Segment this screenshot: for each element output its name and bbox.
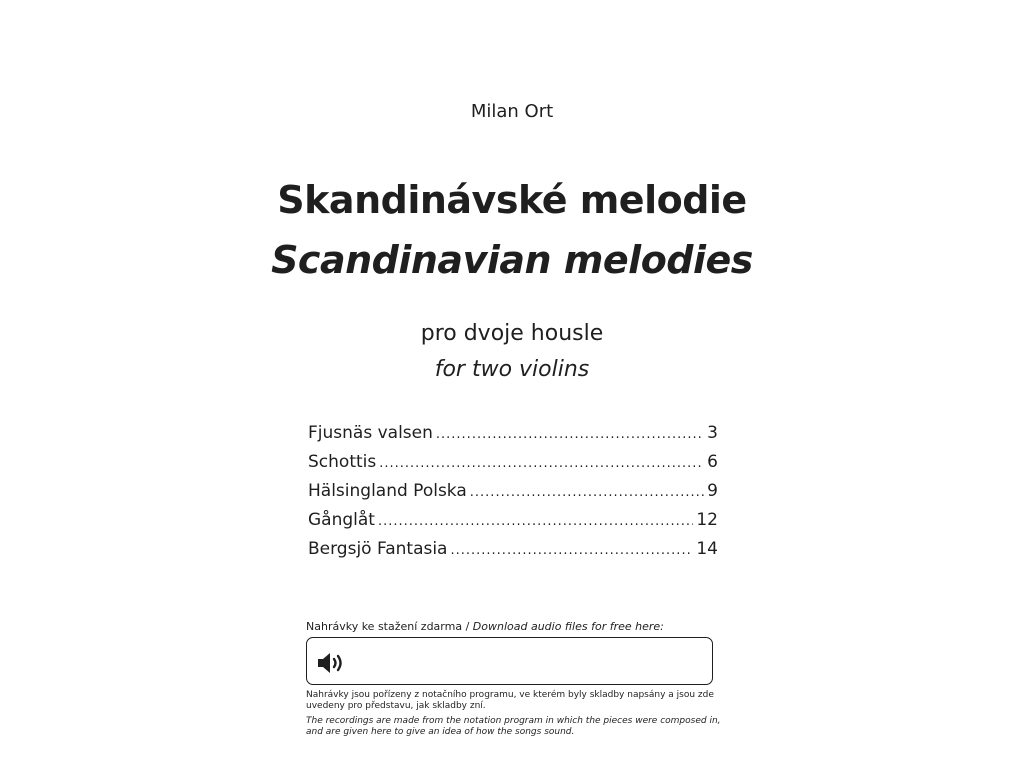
toc-entry[interactable] (308, 452, 718, 481)
audio-player[interactable] (306, 637, 713, 685)
toc-entry-page: 12 (696, 510, 718, 530)
toc-entry-page: 9 (707, 481, 718, 501)
subtitle-czech: pro dvoje housle (420, 321, 604, 346)
toc-leader-dots (378, 514, 693, 529)
recording-note-english: The recordings are made from the notation program in which the pieces were composed in, and are given here to give an idea of how the songs sound. (306, 716, 721, 737)
author-name: Milan Ort (470, 101, 554, 122)
table-of-contents (308, 423, 718, 568)
download-label (306, 620, 726, 633)
toc-entry-title: Schottis (308, 452, 377, 472)
toc-entry[interactable] (308, 539, 718, 568)
toc-entry-page: 3 (707, 423, 718, 443)
toc-leader-dots (436, 427, 704, 442)
toc-entry-page: 14 (696, 539, 718, 559)
toc-entry-title: Fjusnäs valsen (308, 423, 433, 443)
toc-leader-dots (379, 456, 704, 471)
title-english: Scandinavian melodies (271, 238, 753, 282)
download-label-english: Download audio files for free here: (472, 620, 664, 633)
title-czech: Skandinávské melodie (277, 178, 747, 222)
toc-entry[interactable] (308, 510, 718, 539)
toc-entry-title: Hälsingland Polska (308, 481, 467, 501)
recording-note-czech: Nahrávky jsou pořízeny z notačního programu, ve kterém byly skladby napsány a jsou zde uvedeny pro představu, jak skladby zní. (306, 690, 714, 711)
toc-entry[interactable] (308, 481, 718, 510)
speaker-icon[interactable] (316, 652, 346, 674)
toc-entry-title: Gånglåt (308, 510, 375, 530)
subtitle-english: for two violins (434, 357, 590, 382)
download-label-czech: Nahrávky ke stažení zdarma / (306, 620, 473, 633)
toc-entry-page: 6 (707, 452, 718, 472)
toc-leader-dots (470, 485, 704, 500)
toc-leader-dots (450, 543, 693, 558)
toc-entry[interactable] (308, 423, 718, 452)
toc-entry-title: Bergsjö Fantasia (308, 539, 448, 559)
